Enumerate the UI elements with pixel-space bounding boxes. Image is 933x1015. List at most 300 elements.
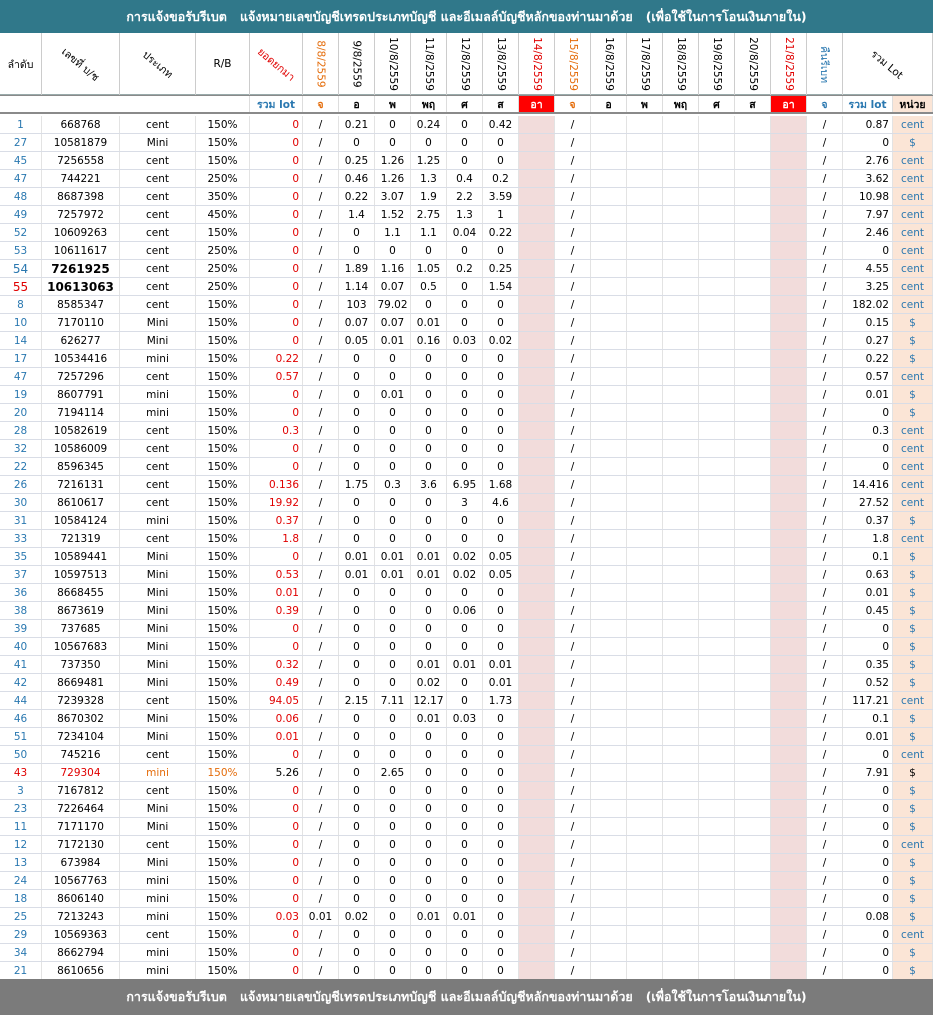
row-day-8 xyxy=(591,332,627,349)
row-type: Mini xyxy=(120,314,196,331)
row-day-14: / xyxy=(807,764,843,781)
row-order: 12 xyxy=(0,836,42,853)
row-type: cent xyxy=(120,692,196,709)
row-day-14: / xyxy=(807,746,843,763)
subheader-unit: หน่วย xyxy=(893,96,933,112)
row-day-10 xyxy=(663,602,699,619)
row-day-13 xyxy=(771,800,807,817)
row-day-5: 0 xyxy=(483,962,519,979)
row-day-5: 4.6 xyxy=(483,494,519,511)
row-day-13 xyxy=(771,476,807,493)
header-date-3-label: 11/8/2559 xyxy=(422,37,435,91)
row-day-7: / xyxy=(555,188,591,205)
row-day-1: 1.75 xyxy=(339,476,375,493)
row-day-9 xyxy=(627,728,663,745)
row-day-12 xyxy=(735,404,771,421)
row-day-6 xyxy=(519,872,555,889)
table-row xyxy=(0,638,933,656)
row-day-7: / xyxy=(555,746,591,763)
row-day-3: 0 xyxy=(411,458,447,475)
row-rb: 250% xyxy=(196,242,250,259)
row-day-2: 79.02 xyxy=(375,296,411,313)
row-day-9 xyxy=(627,764,663,781)
row-day-9 xyxy=(627,458,663,475)
row-day-0: / xyxy=(303,296,339,313)
row-carry: 0 xyxy=(250,872,303,889)
row-day-2: 0 xyxy=(375,512,411,529)
row-day-8 xyxy=(591,656,627,673)
row-day-2: 1.16 xyxy=(375,260,411,277)
row-day-13 xyxy=(771,296,807,313)
row-type: Mini xyxy=(120,134,196,151)
row-rb: 150% xyxy=(196,674,250,691)
row-order: 44 xyxy=(0,692,42,709)
row-carry: 0 xyxy=(250,170,303,187)
row-order: 26 xyxy=(0,476,42,493)
row-day-11 xyxy=(699,116,735,133)
row-account: 7234104 xyxy=(42,728,120,745)
row-day-12 xyxy=(735,872,771,889)
row-day-6 xyxy=(519,260,555,277)
row-day-3: 0 xyxy=(411,854,447,871)
row-day-12 xyxy=(735,620,771,637)
row-day-0: / xyxy=(303,602,339,619)
row-type: mini xyxy=(120,386,196,403)
row-day-7: / xyxy=(555,908,591,925)
row-day-11 xyxy=(699,134,735,151)
header-date-13 xyxy=(771,33,807,95)
row-day-1: 0 xyxy=(339,836,375,853)
row-day-7: / xyxy=(555,224,591,241)
row-unit: $ xyxy=(893,566,933,583)
row-account: 10567763 xyxy=(42,872,120,889)
row-day-14: / xyxy=(807,476,843,493)
table-row xyxy=(0,296,933,314)
row-day-9 xyxy=(627,116,663,133)
row-carry: 0.32 xyxy=(250,656,303,673)
row-day-0: / xyxy=(303,818,339,835)
row-order: 47 xyxy=(0,368,42,385)
row-day-7: / xyxy=(555,584,591,601)
row-day-4: 0.01 xyxy=(447,908,483,925)
row-account: 721319 xyxy=(42,530,120,547)
row-day-1: 0 xyxy=(339,890,375,907)
row-day-10 xyxy=(663,242,699,259)
header-carry-label: ยอดยกมา xyxy=(254,45,297,84)
row-day-8 xyxy=(591,530,627,547)
row-rb: 150% xyxy=(196,890,250,907)
row-total: 14.416 xyxy=(843,476,893,493)
row-day-3: 0 xyxy=(411,638,447,655)
row-total: 0.01 xyxy=(843,584,893,601)
row-unit: $ xyxy=(893,710,933,727)
row-type: cent xyxy=(120,530,196,547)
row-day-14: / xyxy=(807,170,843,187)
table-row xyxy=(0,422,933,440)
row-day-0: / xyxy=(303,710,339,727)
row-day-4: 0 xyxy=(447,530,483,547)
row-day-9 xyxy=(627,422,663,439)
row-carry: 0 xyxy=(250,206,303,223)
row-day-7: / xyxy=(555,206,591,223)
row-day-8 xyxy=(591,620,627,637)
row-type: mini xyxy=(120,872,196,889)
row-unit: $ xyxy=(893,620,933,637)
header-date-5 xyxy=(483,33,519,95)
row-unit: $ xyxy=(893,584,933,601)
row-unit: $ xyxy=(893,890,933,907)
row-day-11 xyxy=(699,872,735,889)
row-account: 7261925 xyxy=(42,260,120,277)
row-day-6 xyxy=(519,278,555,295)
row-day-11 xyxy=(699,854,735,871)
row-day-12 xyxy=(735,494,771,511)
row-day-8 xyxy=(591,422,627,439)
row-day-12 xyxy=(735,314,771,331)
row-type: mini xyxy=(120,764,196,781)
row-day-13 xyxy=(771,242,807,259)
row-day-7: / xyxy=(555,314,591,331)
subheader-day-0: จ xyxy=(303,96,339,112)
row-day-12 xyxy=(735,476,771,493)
row-rb: 150% xyxy=(196,710,250,727)
row-day-3: 0 xyxy=(411,512,447,529)
row-day-11 xyxy=(699,944,735,961)
row-day-9 xyxy=(627,332,663,349)
row-total: 0 xyxy=(843,962,893,979)
row-day-10 xyxy=(663,566,699,583)
row-day-3: 0 xyxy=(411,620,447,637)
subheader-day-10: พฤ xyxy=(663,96,699,112)
row-type: cent xyxy=(120,368,196,385)
row-type: mini xyxy=(120,962,196,979)
row-day-8 xyxy=(591,566,627,583)
row-day-11 xyxy=(699,350,735,367)
row-carry: 0 xyxy=(250,188,303,205)
row-day-9 xyxy=(627,296,663,313)
table-row xyxy=(0,908,933,926)
row-day-3: 0 xyxy=(411,746,447,763)
row-type: Mini xyxy=(120,854,196,871)
row-day-8 xyxy=(591,728,627,745)
row-day-13 xyxy=(771,188,807,205)
header-type xyxy=(120,33,196,95)
row-day-4: 0 xyxy=(447,368,483,385)
row-day-8 xyxy=(591,188,627,205)
row-day-4: 0 xyxy=(447,584,483,601)
row-day-6 xyxy=(519,710,555,727)
row-day-9 xyxy=(627,530,663,547)
row-day-2: 0 xyxy=(375,494,411,511)
row-day-12 xyxy=(735,458,771,475)
row-day-3: 0 xyxy=(411,872,447,889)
row-day-6 xyxy=(519,890,555,907)
row-day-2: 2.65 xyxy=(375,764,411,781)
row-day-13 xyxy=(771,512,807,529)
row-day-9 xyxy=(627,710,663,727)
row-day-8 xyxy=(591,242,627,259)
row-day-6 xyxy=(519,908,555,925)
row-total: 2.46 xyxy=(843,224,893,241)
row-day-10 xyxy=(663,368,699,385)
row-day-7: / xyxy=(555,620,591,637)
row-rb: 150% xyxy=(196,386,250,403)
row-day-13 xyxy=(771,206,807,223)
row-day-1: 0 xyxy=(339,962,375,979)
row-unit: cent xyxy=(893,440,933,457)
row-day-7: / xyxy=(555,566,591,583)
row-day-6 xyxy=(519,296,555,313)
row-rb: 150% xyxy=(196,494,250,511)
row-day-10 xyxy=(663,494,699,511)
row-day-2: 0.01 xyxy=(375,332,411,349)
row-total: 0 xyxy=(843,926,893,943)
row-day-4: 0 xyxy=(447,944,483,961)
subheader-total-lot: รวม lot xyxy=(843,96,893,112)
row-day-6 xyxy=(519,440,555,457)
row-day-5: 0 xyxy=(483,386,519,403)
row-day-3: 0 xyxy=(411,422,447,439)
row-rb: 450% xyxy=(196,206,250,223)
row-rb: 150% xyxy=(196,692,250,709)
row-account: 8687398 xyxy=(42,188,120,205)
row-carry: 0 xyxy=(250,404,303,421)
table-row xyxy=(0,224,933,242)
row-total: 0.01 xyxy=(843,728,893,745)
row-day-13 xyxy=(771,764,807,781)
row-day-1: 0 xyxy=(339,530,375,547)
row-day-1: 0 xyxy=(339,494,375,511)
row-day-10 xyxy=(663,944,699,961)
row-day-14: / xyxy=(807,818,843,835)
row-carry: 0 xyxy=(250,458,303,475)
row-rb: 150% xyxy=(196,350,250,367)
row-day-1: 0 xyxy=(339,818,375,835)
row-account: 7257972 xyxy=(42,206,120,223)
row-day-7: / xyxy=(555,476,591,493)
row-day-11 xyxy=(699,314,735,331)
row-day-9 xyxy=(627,872,663,889)
row-day-0: / xyxy=(303,206,339,223)
row-day-14: / xyxy=(807,458,843,475)
row-day-5: 0.42 xyxy=(483,116,519,133)
row-day-14: / xyxy=(807,656,843,673)
row-day-0: / xyxy=(303,620,339,637)
row-account: 8596345 xyxy=(42,458,120,475)
row-day-3: 0 xyxy=(411,134,447,151)
row-day-12 xyxy=(735,332,771,349)
row-day-5: 0.02 xyxy=(483,332,519,349)
row-carry: 0 xyxy=(250,440,303,457)
row-day-12 xyxy=(735,260,771,277)
row-account: 7213243 xyxy=(42,908,120,925)
row-day-14: / xyxy=(807,908,843,925)
row-day-3: 0 xyxy=(411,584,447,601)
row-total: 0.08 xyxy=(843,908,893,925)
row-account: 626277 xyxy=(42,332,120,349)
row-day-6 xyxy=(519,836,555,853)
subheader-blank xyxy=(0,96,250,112)
row-day-12 xyxy=(735,278,771,295)
row-unit: cent xyxy=(893,278,933,295)
row-day-5: 0.22 xyxy=(483,224,519,241)
row-day-2: 0 xyxy=(375,584,411,601)
row-day-9 xyxy=(627,908,663,925)
row-order: 11 xyxy=(0,818,42,835)
row-day-14: / xyxy=(807,530,843,547)
row-day-9 xyxy=(627,890,663,907)
row-day-11 xyxy=(699,962,735,979)
row-day-6 xyxy=(519,854,555,871)
row-rb: 150% xyxy=(196,602,250,619)
row-account: 737350 xyxy=(42,656,120,673)
row-day-11 xyxy=(699,188,735,205)
row-rb: 150% xyxy=(196,656,250,673)
row-day-14: / xyxy=(807,944,843,961)
row-day-11 xyxy=(699,386,735,403)
row-day-9 xyxy=(627,566,663,583)
table-row xyxy=(0,836,933,854)
row-day-13 xyxy=(771,584,807,601)
row-day-4: 0 xyxy=(447,692,483,709)
row-day-9 xyxy=(627,206,663,223)
row-order: 18 xyxy=(0,890,42,907)
row-rb: 250% xyxy=(196,260,250,277)
row-day-8 xyxy=(591,602,627,619)
row-carry: 5.26 xyxy=(250,764,303,781)
row-day-13 xyxy=(771,314,807,331)
header-date-6-label: 14/8/2559 xyxy=(530,37,543,91)
row-day-11 xyxy=(699,332,735,349)
row-day-7: / xyxy=(555,494,591,511)
row-order: 55 xyxy=(0,278,42,295)
row-day-8 xyxy=(591,764,627,781)
row-total: 0 xyxy=(843,800,893,817)
row-account: 10581879 xyxy=(42,134,120,151)
row-carry: 0 xyxy=(250,782,303,799)
row-day-10 xyxy=(663,764,699,781)
row-day-6 xyxy=(519,476,555,493)
row-total: 1.8 xyxy=(843,530,893,547)
row-day-9 xyxy=(627,350,663,367)
row-day-3: 0 xyxy=(411,944,447,961)
row-day-1: 103 xyxy=(339,296,375,313)
row-order: 45 xyxy=(0,152,42,169)
row-day-4: 0 xyxy=(447,836,483,853)
row-day-1: 0 xyxy=(339,386,375,403)
row-rb: 150% xyxy=(196,296,250,313)
row-day-12 xyxy=(735,602,771,619)
row-day-8 xyxy=(591,152,627,169)
row-day-7: / xyxy=(555,116,591,133)
day-header-row xyxy=(0,95,933,114)
row-day-5: 0 xyxy=(483,944,519,961)
row-day-13 xyxy=(771,908,807,925)
row-unit: $ xyxy=(893,674,933,691)
row-order: 38 xyxy=(0,602,42,619)
row-day-9 xyxy=(627,962,663,979)
row-total: 0 xyxy=(843,638,893,655)
row-day-10 xyxy=(663,170,699,187)
row-day-0: 0.01 xyxy=(303,908,339,925)
row-day-0: / xyxy=(303,746,339,763)
row-rb: 150% xyxy=(196,566,250,583)
row-type: Mini xyxy=(120,638,196,655)
row-total: 0 xyxy=(843,458,893,475)
row-account: 10534416 xyxy=(42,350,120,367)
row-day-12 xyxy=(735,800,771,817)
header-date-9 xyxy=(627,33,663,95)
row-day-13 xyxy=(771,872,807,889)
row-day-13 xyxy=(771,170,807,187)
row-day-1: 0 xyxy=(339,638,375,655)
row-day-8 xyxy=(591,476,627,493)
row-day-10 xyxy=(663,404,699,421)
row-unit: $ xyxy=(893,782,933,799)
footer-banner: การแจ้งขอรับรีเบต แจ้งหมายเลขบัญชีเทรดประเภทบัญชี และอีเมลล์บัญชีหลักของท่านมาด้วย (เพื่อใช้ในการโอนเงินภายใน) xyxy=(0,979,933,1015)
table-row xyxy=(0,746,933,764)
header-order-label: ลำดับ xyxy=(7,58,34,71)
row-day-10 xyxy=(663,548,699,565)
row-type: cent xyxy=(120,206,196,223)
header-date-11-label: 19/8/2559 xyxy=(710,37,723,91)
row-total: 0 xyxy=(843,836,893,853)
table-row xyxy=(0,458,933,476)
row-day-4: 0 xyxy=(447,674,483,691)
row-order: 32 xyxy=(0,440,42,457)
row-day-11 xyxy=(699,476,735,493)
table-row xyxy=(0,800,933,818)
row-total: 0 xyxy=(843,890,893,907)
row-day-9 xyxy=(627,854,663,871)
row-day-12 xyxy=(735,170,771,187)
row-rb: 150% xyxy=(196,440,250,457)
row-day-7: / xyxy=(555,512,591,529)
title-banner: การแจ้งขอรับรีเบต แจ้งหมายเลขบัญชีเทรดประเภทบัญชี และอีเมลล์บัญชีหลักของท่านมาด้วย (เพื่อใช้ในการโอนเงินภายใน) xyxy=(0,0,933,33)
row-account: 8610617 xyxy=(42,494,120,511)
row-day-8 xyxy=(591,368,627,385)
row-day-8 xyxy=(591,116,627,133)
row-account: 7257296 xyxy=(42,368,120,385)
row-day-3: 12.17 xyxy=(411,692,447,709)
header-date-0 xyxy=(303,33,339,95)
row-day-5: 0 xyxy=(483,152,519,169)
row-day-5: 1 xyxy=(483,206,519,223)
row-day-3: 0 xyxy=(411,890,447,907)
row-day-10 xyxy=(663,512,699,529)
row-day-6 xyxy=(519,458,555,475)
row-day-8 xyxy=(591,962,627,979)
row-carry: 0 xyxy=(250,152,303,169)
row-total: 0 xyxy=(843,404,893,421)
row-unit: $ xyxy=(893,314,933,331)
row-day-5: 0 xyxy=(483,530,519,547)
row-rb: 150% xyxy=(196,620,250,637)
row-account: 729304 xyxy=(42,764,120,781)
row-type: mini xyxy=(120,350,196,367)
row-day-0: / xyxy=(303,242,339,259)
row-day-5: 0 xyxy=(483,638,519,655)
row-day-3: 0 xyxy=(411,530,447,547)
header-date-1-label: 9/8/2559 xyxy=(350,40,363,88)
row-unit: $ xyxy=(893,548,933,565)
row-carry: 0 xyxy=(250,890,303,907)
row-day-14: / xyxy=(807,800,843,817)
row-day-3: 1.05 xyxy=(411,260,447,277)
row-day-2: 0 xyxy=(375,944,411,961)
row-day-6 xyxy=(519,404,555,421)
row-day-2: 0 xyxy=(375,908,411,925)
